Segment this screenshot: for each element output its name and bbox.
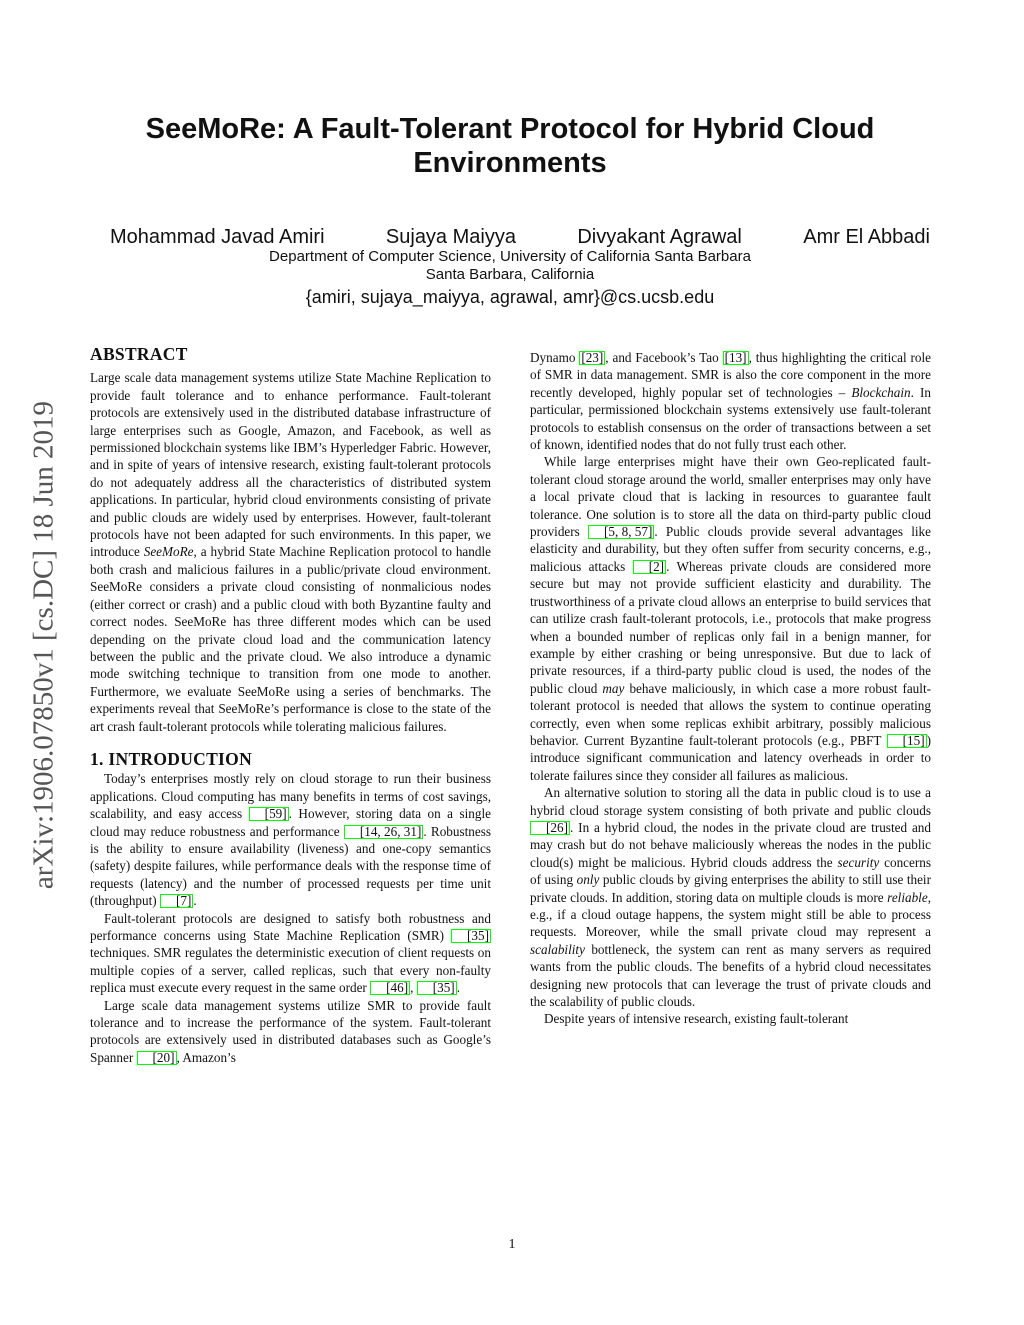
intro-paragraph: An alternative solution to storing all the data in public cloud is to use a hybrid cloud storage system consisting of both private and public clouds [26] . In a hybrid cloud, the nodes in the private cloud are trusted and may crash but do not behave maliciously whereas the nodes in the public cloud(s) might be malicious. Hybrid clouds address the security concerns of using only public clouds by giving enterprises the ability to still use their private clouds. In addition, storing data on multiple clouds is more reliable, e.g., if a cloud outage happens, the system might still be able to process requests. Moreover, while the small private cloud may represent a scalability bottleneck, the system can rent as many servers as required wants from the public clouds. The benefits of a hybrid cloud necessitates designing new protocols that can leverage the trust of private clouds and the scalability of public clouds. (530, 785, 931, 1010)
intro-paragraph: Large scale data management systems utilize SMR to provide fault tolerance and to increase the performance of the system. Fault-tolerant protocols are extensively used in distributed databases such as Google’s Spanner [20] , Amazon’s (90, 997, 491, 1065)
author-name: Amr El Abbadi (803, 226, 930, 248)
emphasis-text: reliable (887, 889, 928, 905)
abstract-text: Large scale data management systems utilize State Machine Replication to provide fault tolerance and to enhance performance. Fault-tolerant protocols are extensively used in the distributed database infrastructure of large enterprises such as Google, Amazon, and Facebook, as well as permissioned blockchain systems like IBM’s Hyperledger Fabric. However, and in spite of years of intensive research, existing fault-tolerant protocols do not adequately address all the characteristics of distributed system applications. In particular, hybrid cloud environments consisting of private and public clouds are widely used by enterprises. However, fault-tolerant protocols have not been adapted for such environments. In this paper, we introduce SeeMoRe, a hybrid State Machine Replication protocol to handle both crash and malicious failures in a public/private cloud environment. SeeMoRe considers a private cloud consisting of nonmalicious nodes (either correct or crash) and a public cloud with both Byzantine faulty and correct nodes. SeeMoRe has three different modes which can be used depending on the private cloud load and the communication latency between the public and the private cloud. We also introduce a dynamic mode switching technique to transition from one mode to another. Furthermore, we evaluate SeeMoRe using a series of benchmarks. The experiments reveal that SeeMoRe’s performance is close to the state of the art crash fault-tolerant protocols while tolerating malicious failures. (90, 370, 491, 734)
citation-link[interactable]: [59] (249, 807, 289, 821)
page-number: 1 (508, 1237, 516, 1252)
citation-link[interactable]: [23] (581, 350, 604, 365)
emphasis-text: may (602, 680, 625, 696)
citation-link[interactable]: [35] (451, 929, 491, 943)
abstract-heading: ABSTRACT (90, 344, 188, 364)
emphasis-text: scalability (530, 941, 585, 957)
citation-link[interactable]: [2] (633, 560, 666, 574)
emphasis-text: only (576, 872, 600, 888)
citation-link[interactable]: [35] (417, 981, 457, 995)
intro-paragraph: Fault-tolerant protocols are designed to satisfy both robustness and performance concerns using State Machine Replication (SMR) [35] techniques. SMR regulates the deterministic execution of client requests on multiple copies of a server, called replicas, such that every non-faulty replica must execute every request in the same order [46] , [35] . (90, 910, 491, 996)
left-column (90, 346, 491, 1066)
right-column (530, 349, 931, 1028)
citation-link[interactable]: [7] (160, 894, 193, 908)
affiliation-location: Santa Barbara, California (425, 266, 595, 283)
intro-paragraph: Today’s enterprises mostly rely on cloud storage to run their business applications. Cloud computing has many benefits in terms of cost savings, scalability, and easy access [59] . However, storing data on a single cloud may reduce robustness and performance [14, 26, 31] . Robustness is the ability to ensure availability (liveness) and one-copy semantics (safety) despite failures, while performance deals with the response time of requests (latency) and the number of processed requests per time unit (throughput) [7] . (90, 771, 491, 909)
introduction-heading: 1. INTRODUCTION (90, 748, 253, 769)
citation-link[interactable]: [26] (530, 821, 570, 835)
paper-title: SeeMoRe: A Fault-Tolerant Protocol for Hybrid Cloud Environments (145, 113, 875, 179)
citation-link[interactable]: [46] (370, 981, 410, 995)
emphasis-text: Blockchain (851, 384, 911, 400)
author-emails: {amiri, sujaya_maiyya, agrawal, amr}@cs.ucsb.edu (305, 287, 715, 307)
citation-link[interactable]: [20] (137, 1051, 177, 1065)
citation-link[interactable]: [13] (724, 350, 747, 365)
abstract-emphasis: SeeMoRe (143, 544, 194, 560)
author-name: Mohammad Javad Amiri (110, 226, 325, 248)
intro-paragraph: Despite years of intensive research, existing fault-tolerant (544, 1011, 849, 1027)
author-name: Sujaya Maiyya (385, 226, 516, 248)
citation-link[interactable]: [15] (887, 734, 927, 748)
author-name: Divyakant Agrawal (577, 226, 742, 248)
citation-link[interactable]: [14, 26, 31] (344, 825, 424, 839)
intro-paragraph: Dynamo [23] , and Facebook’s Tao [13] , thus highlighting the critical role of SMR in data management. SMR is also the core component in the more recently developed, highly popular set of technologies – Blockchain. In particular, permissioned blockchain systems extensively use fault-tolerant protocols to establish consensus on the order of transactions between a set of known, identified nodes that do not fully trust each other. (530, 350, 931, 453)
citation-link[interactable]: [5, 8, 57] (588, 525, 654, 539)
intro-paragraph: While large enterprises might have their own Geo-replicated fault-tolerant cloud storage around the world, smaller enterprises may only have a local private cloud that is lacking in resources to guarantee fault tolerance. One solution is to store all the data on third-party public cloud providers [5, 8, 57] . Public clouds provide several advantages like elasticity and durability, but they often suffer from security concerns, e.g., malicious attacks [2] . Whereas private clouds are considered more secure but may not provide sufficient elasticity and durability. The trustworthiness of a private cloud allows an enterprise to build services that can utilize crash fault-tolerant protocols, i.e., protocols that make progress when a bounded number of replicas only fail in a benign manner, for example by either crashing or being unresponsive. But due to lack of private resources, if a third-party public cloud is used, the nodes of the public cloud may behave maliciously, in which case a more robust fault-tolerant protocol is needed that allows the system to continue operating correctly, even when some replicas exhibit arbitrary, possibly malicious behavior. Current Byzantine fault-tolerant protocols (e.g., PBFT [15] ) introduce significant communication and latency overheads in order to tolerate failures since they consider all failures as malicious. (530, 454, 931, 783)
arxiv-id-text: arXiv:1906.07850v1 [cs.DC] 18 Jun 2019 (27, 400, 60, 890)
emphasis-text: security (837, 854, 880, 870)
affiliation-department: Department of Computer Science, University of California Santa Barbara (269, 248, 751, 265)
author-list (110, 226, 930, 249)
arxiv-identifier-stamp (24, 350, 64, 940)
